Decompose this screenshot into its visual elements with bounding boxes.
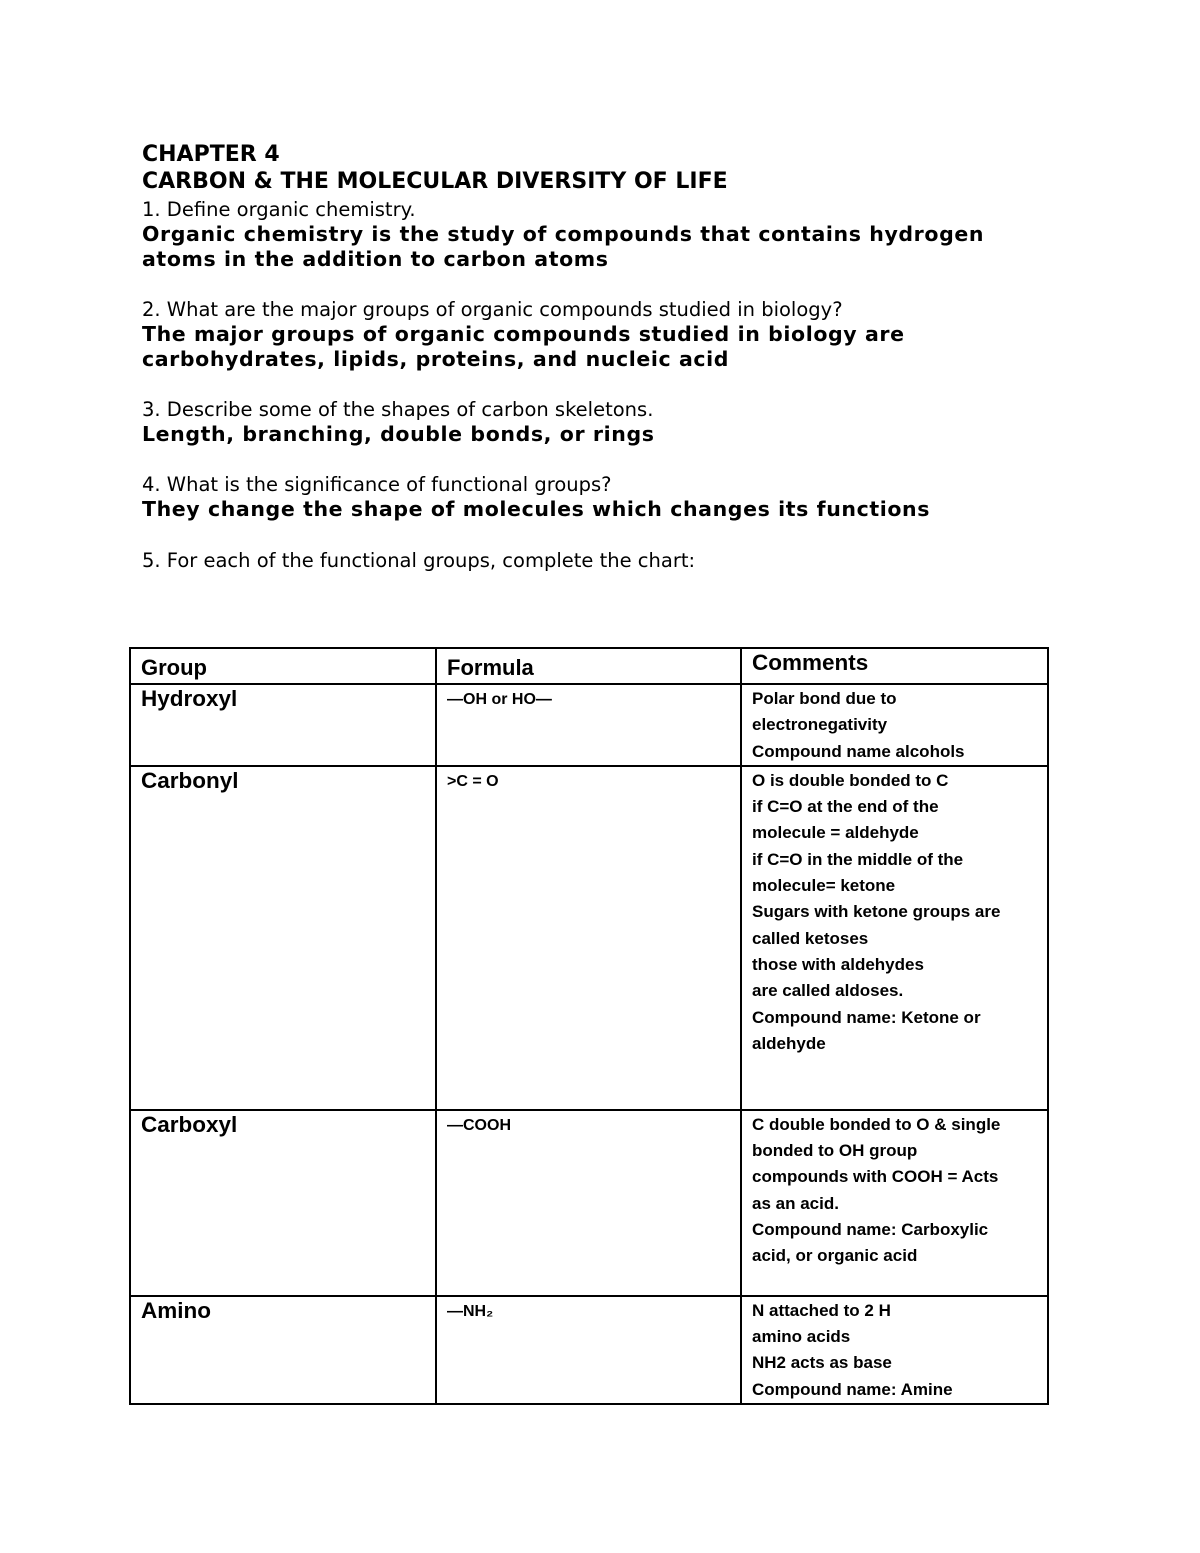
comments-cell xyxy=(741,1296,1048,1404)
comments-cell xyxy=(741,766,1048,1110)
answer-1-line-1: Organic chemistry is the study of compounds that contains hydrogen xyxy=(142,222,985,246)
comment-line: called ketoses xyxy=(752,928,869,948)
answer-2-line-1: The major groups of organic compounds studied in biology are xyxy=(142,322,905,346)
answer-1 xyxy=(142,222,984,272)
comment-line: C double bonded to O & single xyxy=(752,1114,1001,1134)
header-cell-comments xyxy=(741,648,1048,684)
table-row xyxy=(130,1110,1048,1296)
comment-line: molecule = aldehyde xyxy=(752,823,919,843)
header-cell-formula xyxy=(436,648,741,684)
chapter-heading: CHAPTER 4 xyxy=(142,142,280,167)
comments xyxy=(752,767,1037,1057)
comments-cell xyxy=(741,684,1048,766)
group-cell xyxy=(130,766,436,1110)
table-row xyxy=(130,684,1048,766)
question-5: 5. For each of the functional groups, complete the chart: xyxy=(142,549,696,572)
formula-cell xyxy=(436,766,741,1110)
group-name: Amino xyxy=(141,1297,211,1323)
functional-groups-table xyxy=(129,647,1049,1405)
formula: —OH or HO— xyxy=(447,691,552,708)
group-cell xyxy=(130,1110,436,1296)
answer-3-line-1: Length, branching, double bonds, or rings xyxy=(142,422,655,446)
comment-line: as an acid. xyxy=(752,1193,839,1213)
comments xyxy=(752,1111,1037,1270)
comments-cell xyxy=(741,1110,1048,1296)
comment-line: molecule= ketone xyxy=(752,876,896,896)
comment-line: Polar bond due to xyxy=(752,689,897,708)
comment-line: Compound name alcohols xyxy=(752,741,965,761)
comment-line: NH2 acts as base xyxy=(752,1353,892,1373)
comment-line: Sugars with ketone groups are xyxy=(752,902,1001,922)
header-group: Group xyxy=(141,655,207,680)
header-formula: Formula xyxy=(447,655,534,680)
header-comments: Comments xyxy=(752,650,869,675)
group-cell xyxy=(130,684,436,766)
formula: —COOH xyxy=(447,1116,511,1134)
table-row xyxy=(130,766,1048,1110)
comment-line: Compound name: Carboxylic xyxy=(752,1220,989,1240)
comment-line: compounds with COOH = Acts xyxy=(752,1167,999,1187)
formula: —NH₂ xyxy=(447,1302,494,1320)
comment-line: if C=O at the end of the xyxy=(752,797,939,817)
comments xyxy=(752,1297,1037,1403)
question-1: 1. Define organic chemistry. xyxy=(142,198,416,221)
comment-line: aldehyde xyxy=(752,1033,826,1053)
answer-4-line-1: They change the shape of molecules which changes its functions xyxy=(142,497,931,521)
formula-cell xyxy=(436,1110,741,1296)
chapter-title: CARBON & THE MOLECULAR DIVERSITY OF LIFE xyxy=(142,169,728,194)
formula-cell xyxy=(436,1296,741,1404)
group-name: Hydroxyl xyxy=(141,686,238,711)
group-name: Carboxyl xyxy=(141,1111,238,1137)
group-name: Carbonyl xyxy=(141,767,239,793)
comment-line: O is double bonded to C xyxy=(752,770,949,790)
table-header-row xyxy=(130,648,1048,684)
comment-line: Compound name: Ketone or xyxy=(752,1007,981,1027)
question-3: 3. Describe some of the shapes of carbon skeletons. xyxy=(142,398,654,421)
group-cell xyxy=(130,1296,436,1404)
comment-line: bonded to OH group xyxy=(752,1141,918,1161)
comment-line: those with aldehydes xyxy=(752,954,924,974)
answer-2 xyxy=(142,322,905,372)
answer-4 xyxy=(142,497,930,522)
answer-3 xyxy=(142,422,655,447)
comment-line: amino acids xyxy=(752,1327,851,1347)
comment-line: if C=O in the middle of the xyxy=(752,849,964,869)
comment-line: electronegativity xyxy=(752,715,888,735)
answer-2-line-2: carbohydrates, lipids, proteins, and nucleic acid xyxy=(142,347,730,371)
comment-line: N attached to 2 H xyxy=(752,1300,891,1320)
question-4: 4. What is the significance of functional groups? xyxy=(142,473,612,496)
comments xyxy=(752,685,1037,765)
comment-line: Compound name: Amine xyxy=(752,1379,953,1399)
table-row xyxy=(130,1296,1048,1404)
question-2: 2. What are the major groups of organic compounds studied in biology? xyxy=(142,298,843,321)
answer-1-line-2: atoms in the addition to carbon atoms xyxy=(142,247,609,271)
comment-line: are called aldoses. xyxy=(752,981,904,1001)
formula: >C = O xyxy=(447,772,499,790)
comment-line: acid, or organic acid xyxy=(752,1246,918,1266)
formula-cell xyxy=(436,684,741,766)
header-cell-group xyxy=(130,648,436,684)
